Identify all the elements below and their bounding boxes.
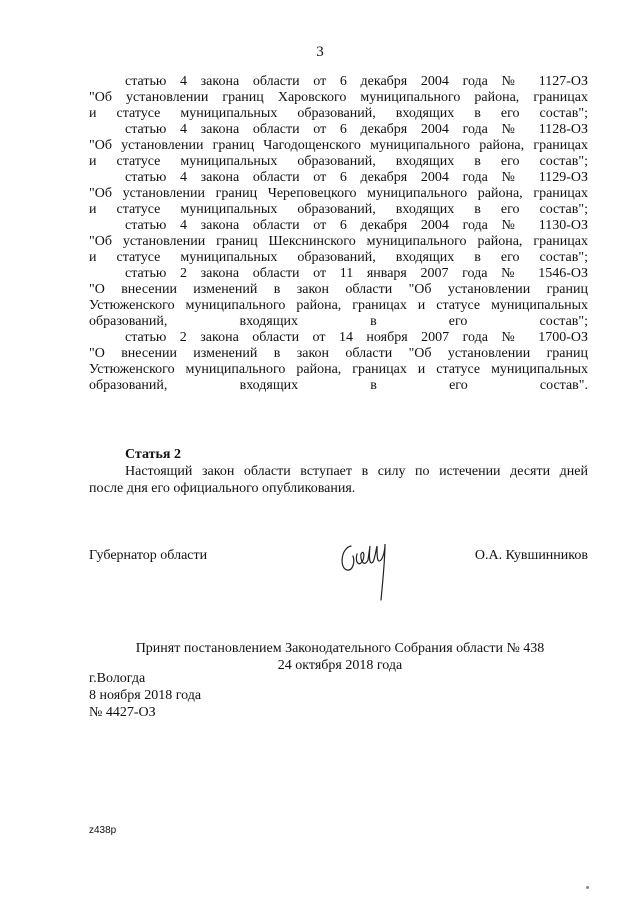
article-2 <box>89 446 588 497</box>
item-line: статью 4 закона области от 6 декабря 2004 года № 1130-ОЗ <box>125 218 588 233</box>
item-line: и статусе муниципальных образований, входящих в его состав"; <box>89 202 588 217</box>
signatory-title: Губернатор области <box>89 548 208 563</box>
place-date-number <box>89 670 201 721</box>
adoption-date: 24 октября 2018 года <box>277 658 403 673</box>
signatory-name: О.А. Кувшинников <box>474 548 588 563</box>
law-item <box>89 170 588 218</box>
handwritten-signature-icon <box>337 534 397 604</box>
signature-block <box>89 548 588 608</box>
item-line: "Об установлении границ Череповецкого муниципального района, границах <box>89 186 588 201</box>
law-number: № 4427-ОЗ <box>89 705 156 720</box>
item-line: Устюженского муниципального района, границах и статусе муниципальных <box>89 298 588 313</box>
law-item <box>89 122 588 170</box>
article-text <box>89 463 588 497</box>
item-line: и статусе муниципальных образований, входящих в его состав"; <box>89 106 588 121</box>
item-line: образований, входящих в его состав"; <box>89 314 588 329</box>
item-line: Устюженского муниципального района, границах и статусе муниципальных <box>89 362 588 377</box>
law-items-list <box>89 74 588 394</box>
item-line: "Об установлении границ Шекснинского муниципального района, границах <box>89 234 588 249</box>
law-item <box>89 74 588 122</box>
item-line: статью 4 закона области от 6 декабря 2004 года № 1128-ОЗ <box>125 122 588 137</box>
adoption-note <box>0 640 640 674</box>
item-line: "Об установлении границ Чагодощенского муниципального района, границах <box>89 138 588 153</box>
city: г.Вологда <box>89 671 146 686</box>
item-line: "О внесении изменений в закон области "Об установлении границ <box>89 282 588 297</box>
page-number: 3 <box>316 44 324 60</box>
item-line: и статусе муниципальных образований, входящих в его состав"; <box>89 250 588 265</box>
adoption-line: Принят постановлением Законодательного Собрания области № 438 <box>135 641 545 656</box>
scan-dot <box>586 886 589 889</box>
item-line: статью 2 закона области от 14 ноября 2007 года № 1700-ОЗ <box>125 330 588 345</box>
item-line: и статусе муниципальных образований, входящих в его состав"; <box>89 154 588 169</box>
item-line: "Об установлении границ Харовского муниципального района, границах <box>89 90 588 105</box>
article-title: Статья 2 <box>125 447 181 462</box>
article-line: Настоящий закон области вступает в силу по истечении десяти дней <box>125 464 588 479</box>
law-date: 8 ноября 2018 года <box>89 688 202 703</box>
item-line: статью 4 закона области от 6 декабря 2004 года № 1127-ОЗ <box>125 74 588 89</box>
item-line: "О внесении изменений в закон области "Об установлении границ <box>89 346 588 361</box>
law-item <box>89 266 588 330</box>
item-line: образований, входящих в его состав". <box>89 378 588 393</box>
document-code: z438p <box>89 825 117 836</box>
item-line: статью 4 закона области от 6 декабря 2004 года № 1129-ОЗ <box>125 170 588 185</box>
law-item <box>89 330 588 394</box>
law-item <box>89 218 588 266</box>
item-line: статью 2 закона области от 11 января 2007 года № 1546-ОЗ <box>125 266 588 281</box>
article-line: после дня его официального опубликования. <box>89 481 356 496</box>
